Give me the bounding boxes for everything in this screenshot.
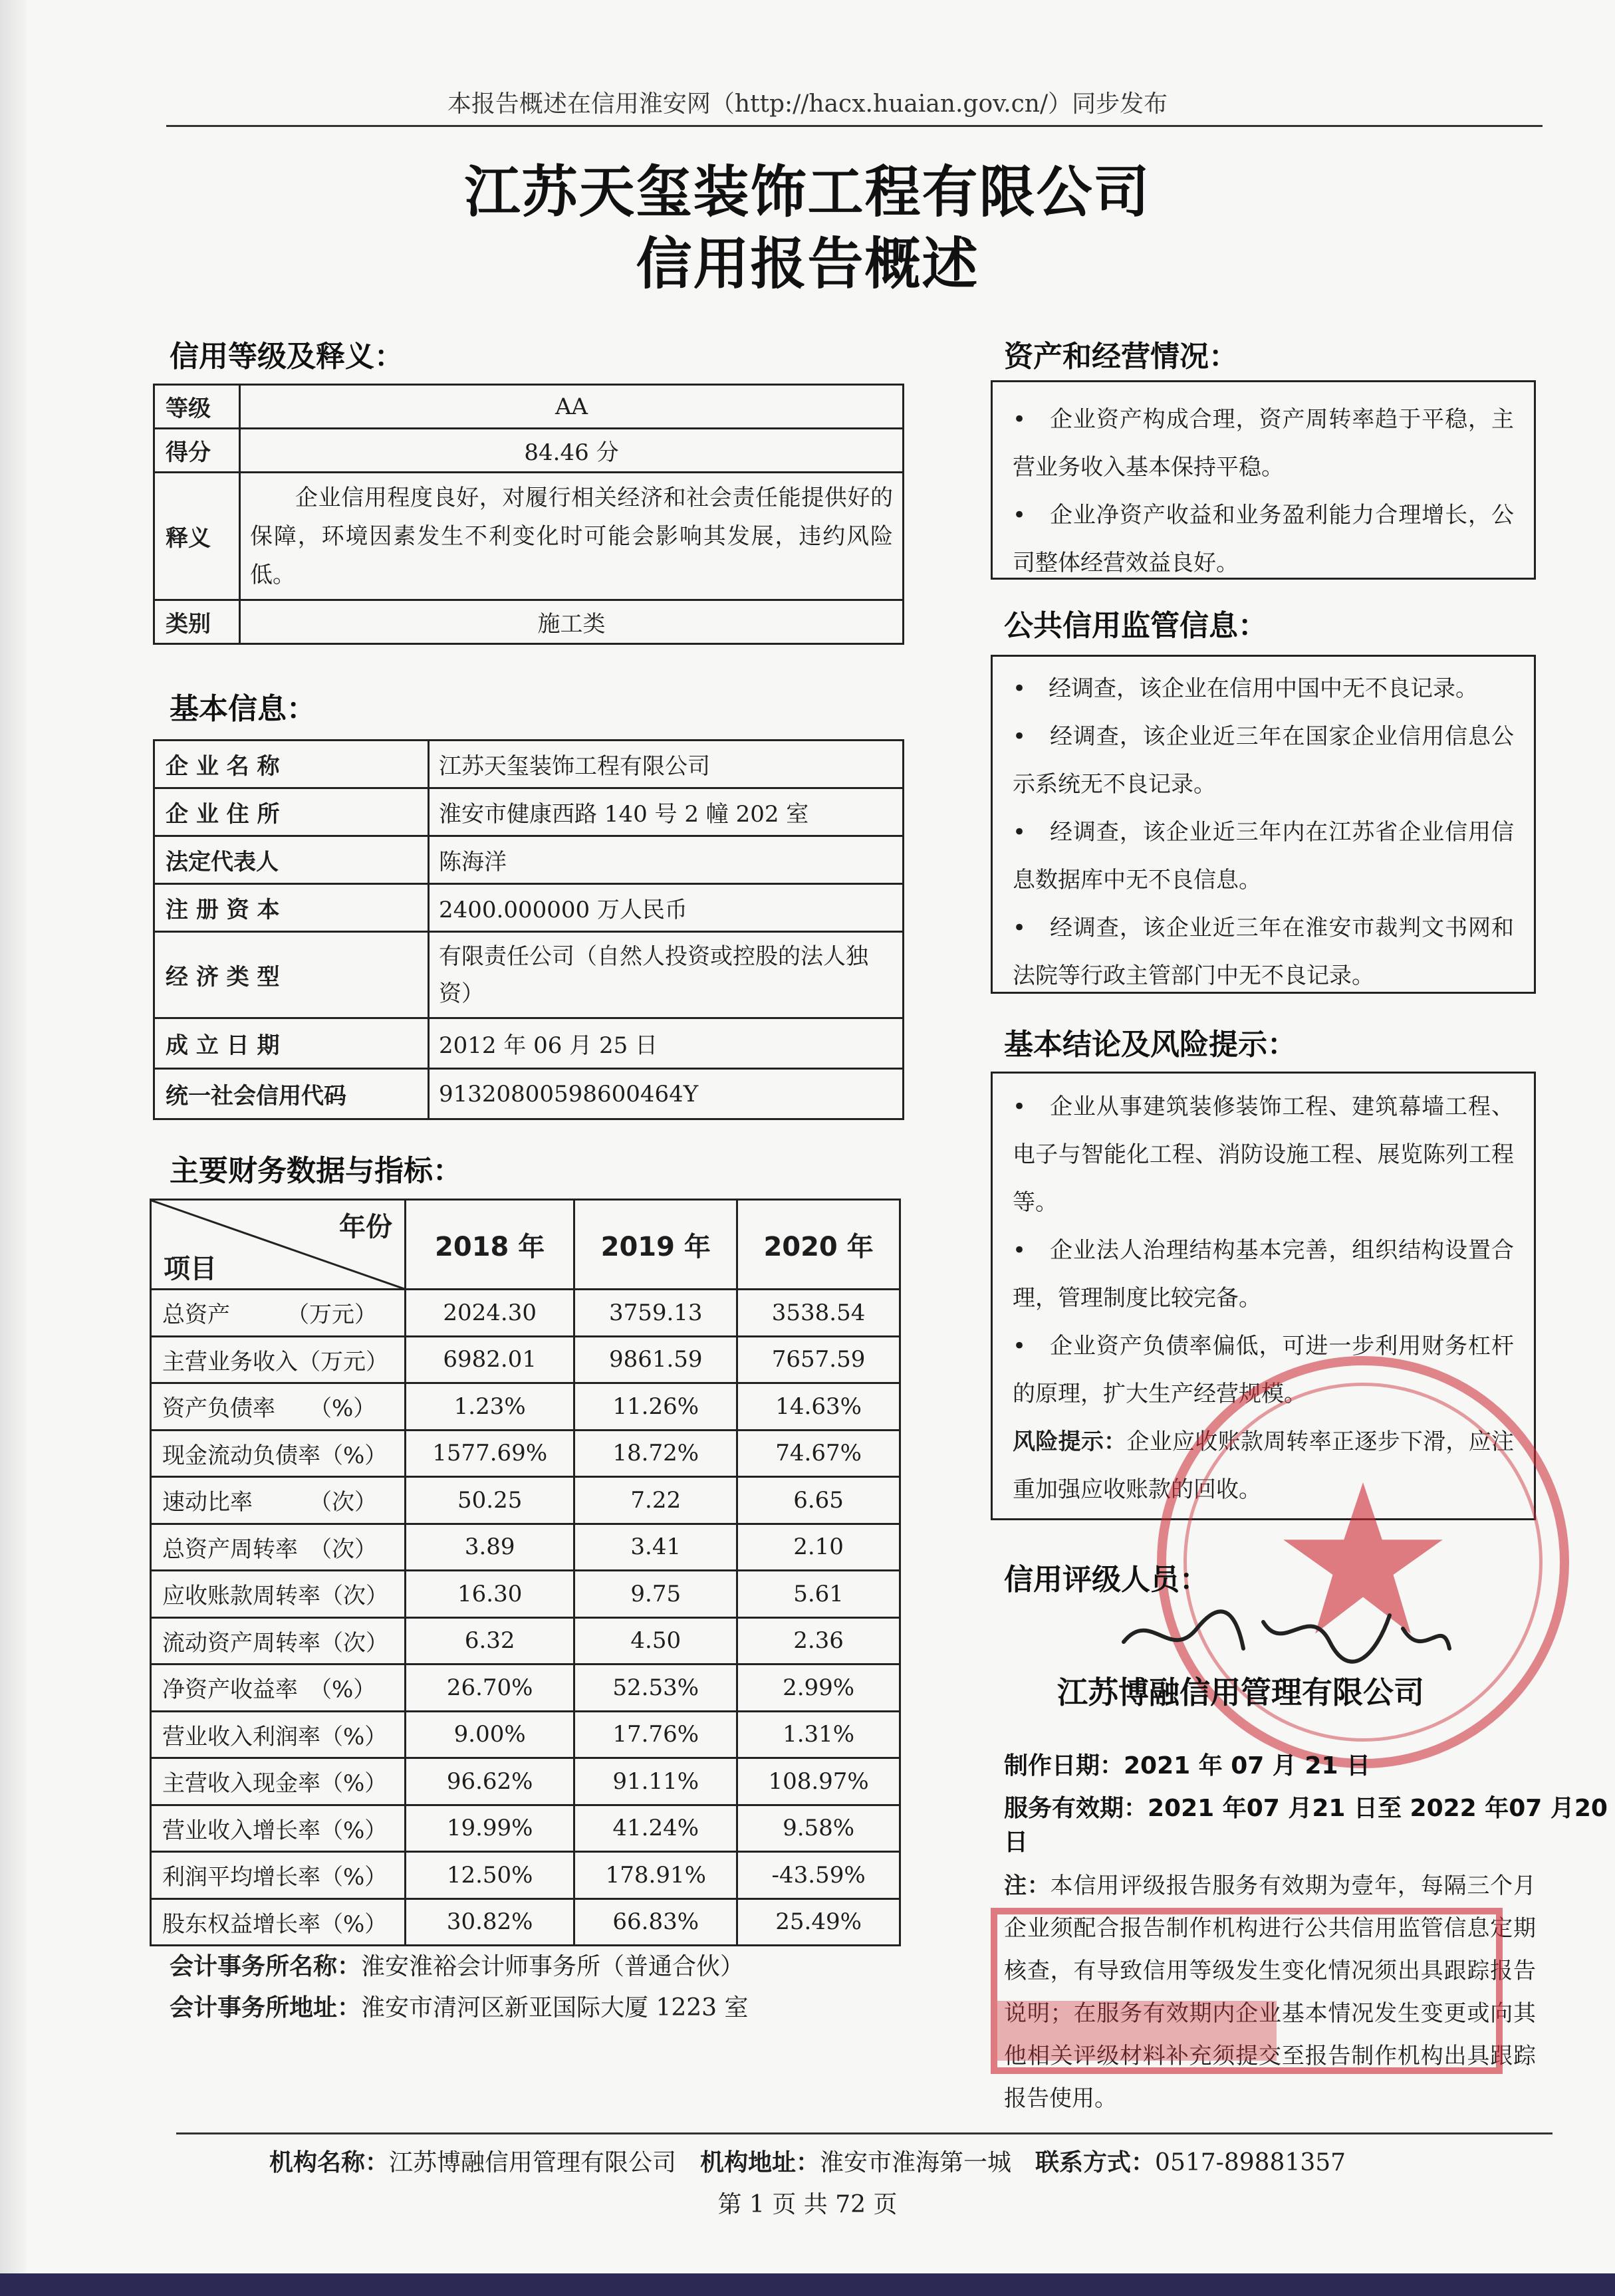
publish-note: 本报告概述在信用淮安网（http://hacx.huaian.gov.cn/）同步发布 — [447, 90, 1168, 118]
year-header: 2018 年 — [406, 1200, 574, 1290]
finance-value: 3759.13 — [574, 1290, 737, 1337]
basic-value: 江苏天玺装饰工程有限公司 — [429, 741, 904, 788]
finance-value: 14.63% — [737, 1383, 900, 1431]
public-credit-item: • 经调查，该企业近三年在淮安市裁判文书网和法院等行政主管部门中无不良记录。 — [1013, 915, 1515, 989]
note-label: 注： — [1004, 1873, 1051, 1899]
finance-value: 74.67% — [737, 1430, 900, 1477]
basic-row — [154, 788, 904, 836]
header-rule — [166, 125, 1543, 127]
finance-value: 9.58% — [737, 1805, 900, 1852]
finance-row — [151, 1430, 900, 1477]
accounting-firm-label: 会计事务所名称： — [170, 1953, 362, 1980]
finance-value: 2.99% — [737, 1665, 900, 1712]
handwritten-signature — [1110, 1589, 1456, 1682]
finance-value: 50.25 — [406, 1477, 574, 1524]
rating-staff-label: 信用评级人员： — [1004, 1563, 1209, 1597]
rating-label: 得分 — [154, 429, 240, 473]
public-credit-item: • 经调查，该企业近三年内在江苏省企业信用信息数据库中无不良信息。 — [1013, 819, 1515, 893]
finance-value: 17.76% — [574, 1711, 737, 1758]
finance-value: 25.49% — [737, 1898, 900, 1946]
basic-label: 经 济 类 型 — [154, 932, 429, 1018]
finance-value: 7.22 — [574, 1477, 737, 1524]
finance-row — [151, 1617, 900, 1665]
basic-heading: 基本信息： — [170, 692, 316, 726]
risk-text: 企业应收账款周转率正逐步下滑，应注重加强应收账款的回收。 — [1013, 1429, 1515, 1503]
finance-heading: 主要财务数据与指标： — [170, 1154, 462, 1188]
finance-value: 6.32 — [406, 1617, 574, 1665]
basic-label: 企 业 名 称 — [154, 741, 429, 788]
finance-value: 11.26% — [574, 1383, 737, 1431]
finance-value: 4.50 — [574, 1617, 737, 1665]
finance-value: 16.30 — [406, 1571, 574, 1618]
assets-heading: 资产和经营情况： — [1004, 340, 1238, 374]
finance-value: -43.59% — [737, 1852, 900, 1899]
finance-row — [151, 1477, 900, 1524]
basic-label: 成 立 日 期 — [154, 1018, 429, 1069]
finance-row — [151, 1524, 900, 1571]
finance-header-row — [151, 1200, 900, 1290]
finance-item-name: 营业收入增长率（%） — [151, 1805, 406, 1852]
basic-value: 2400.000000 万人民币 — [429, 884, 904, 932]
basic-label: 统一社会信用代码 — [154, 1069, 429, 1119]
finance-row — [151, 1711, 900, 1758]
footer-addr-value: 淮安市淮海第一城 — [820, 2149, 1012, 2176]
year-header: 2019 年 — [574, 1200, 737, 1290]
finance-value: 3.89 — [406, 1524, 574, 1571]
finance-row — [151, 1383, 900, 1431]
finance-value: 41.24% — [574, 1805, 737, 1852]
finance-value: 1577.69% — [406, 1430, 574, 1477]
rating-company: 江苏博融信用管理有限公司 — [1057, 1674, 1424, 1710]
accounting-address — [170, 1989, 749, 2023]
rating-row-meaning — [154, 473, 904, 600]
finance-value: 9861.59 — [574, 1336, 737, 1383]
finance-row — [151, 1571, 900, 1618]
basic-row — [154, 836, 904, 884]
finance-value: 9.00% — [406, 1711, 574, 1758]
finance-value: 2.36 — [737, 1617, 900, 1665]
company-title: 江苏天玺装饰工程有限公司 — [464, 160, 1151, 225]
rating-table — [153, 384, 904, 645]
finance-item-name: 总资产周转率 （次） — [151, 1524, 406, 1571]
footer-info — [0, 2144, 1615, 2178]
risk-label: 风险提示： — [1013, 1429, 1127, 1455]
finance-item-name: 资产负债率 （%） — [151, 1383, 406, 1431]
page-number: 第 1 页 共 72 页 — [717, 2191, 898, 2218]
rating-label: 类别 — [154, 600, 240, 644]
finance-value: 18.72% — [574, 1430, 737, 1477]
rating-row-score — [154, 429, 904, 473]
finance-row — [151, 1665, 900, 1712]
finance-value: 9.75 — [574, 1571, 737, 1618]
finance-item-name: 主营业务收入（万元） — [151, 1336, 406, 1383]
basic-row — [154, 1069, 904, 1119]
basic-info-table — [153, 739, 904, 1120]
footer-addr-label: 机构地址： — [699, 2149, 820, 2176]
footer-org-value: 江苏博融信用管理有限公司 — [388, 2149, 676, 2176]
basic-label: 法定代表人 — [154, 836, 429, 884]
finance-item-name: 主营收入现金率（%） — [151, 1758, 406, 1805]
footer-contact-value: 0517-89881357 — [1155, 2149, 1346, 2176]
assets-item: • 企业资产构成合理，资产周转率趋于平稳，主营业务收入基本保持平稳。 — [1013, 406, 1515, 481]
finance-value: 178.91% — [574, 1852, 737, 1899]
basic-value: 淮安市健康西路 140 号 2 幢 202 室 — [429, 788, 904, 836]
scan-edge — [0, 2273, 1615, 2296]
finance-value: 2.10 — [737, 1524, 900, 1571]
rating-value: 施工类 — [240, 600, 904, 644]
conclusion-item: • 企业从事建筑装修装饰工程、建筑幕墙工程、电子与智能化工程、消防设施工程、展览陈列工程等。 — [1013, 1093, 1515, 1216]
finance-row — [151, 1805, 900, 1852]
assets-box — [991, 380, 1536, 580]
rating-label: 等级 — [154, 385, 240, 429]
finance-value: 5.61 — [737, 1571, 900, 1618]
finance-value: 26.70% — [406, 1665, 574, 1712]
basic-row — [154, 932, 904, 1018]
finance-value: 19.99% — [406, 1805, 574, 1852]
report-title: 信用报告概述 — [636, 231, 979, 296]
conclusion-item: • 企业资产负债率偏低，可进一步利用财务杠杆的原理，扩大生产经营规模。 — [1013, 1333, 1515, 1407]
footer-rule — [176, 2132, 1553, 2134]
rating-heading: 信用等级及释义： — [170, 340, 404, 374]
finance-row — [151, 1336, 900, 1383]
assets-item: • 企业净资产收益和业务盈利能力合理增长，公司整体经营效益良好。 — [1013, 502, 1515, 576]
basic-row — [154, 741, 904, 788]
basic-value: 陈海洋 — [429, 836, 904, 884]
basic-value: 91320800598600464Y — [429, 1069, 904, 1119]
basic-label: 注 册 资 本 — [154, 884, 429, 932]
finance-value: 3538.54 — [737, 1290, 900, 1337]
rating-row-grade — [154, 385, 904, 429]
finance-value: 30.82% — [406, 1898, 574, 1946]
finance-row — [151, 1758, 900, 1805]
finance-row — [151, 1290, 900, 1337]
basic-value: 2012 年 06 月 25 日 — [429, 1018, 904, 1069]
rating-value: AA — [240, 385, 904, 429]
rating-value: 企业信用程度良好，对履行相关经济和社会责任能提供好的保障，环境因素发生不利变化时可能会影响其发展，违约风险低。 — [240, 473, 904, 600]
basic-row — [154, 884, 904, 932]
finance-item-name: 速动比率 （次） — [151, 1477, 406, 1524]
finance-item-name: 应收账款周转率（次） — [151, 1571, 406, 1618]
accounting-addr-value: 淮安市清河区新亚国际大厦 1223 室 — [361, 1994, 749, 2021]
finance-value: 66.83% — [574, 1898, 737, 1946]
year-header: 2020 年 — [737, 1200, 900, 1290]
conclusion-item: • 企业法人治理结构基本完善，组织结构设置合理，管理制度比较完备。 — [1013, 1237, 1515, 1312]
accounting-firm-value: 淮安淮裕会计师事务所（普通合伙） — [361, 1953, 745, 1980]
finance-value: 2024.30 — [406, 1290, 574, 1337]
basic-row — [154, 1018, 904, 1069]
finance-value: 91.11% — [574, 1758, 737, 1805]
footer-contact-label: 联系方式： — [1035, 2149, 1156, 2176]
basic-label: 企 业 住 所 — [154, 788, 429, 836]
public-credit-item: • 经调查，该企业在信用中国中无不良记录。 — [1013, 675, 1479, 702]
corner-item-label: 项目 — [164, 1254, 217, 1284]
public-credit-heading: 公共信用监管信息： — [1004, 609, 1267, 643]
footer-org-label: 机构名称： — [269, 2149, 389, 2176]
finance-row — [151, 1898, 900, 1946]
finance-item-name: 现金流动负债率（%） — [151, 1430, 406, 1477]
finance-item-name: 营业收入利润率（%） — [151, 1711, 406, 1758]
valid-period: 服务有效期：2021 年07 月21 日至 2022 年07 月20 日 — [1004, 1795, 1608, 1856]
note-text: 本信用评级报告服务有效期为壹年，每隔三个月企业须配合报告制作机构进行公共信用监管信息定期核查，有导致信用等级发生变化情况须出具跟踪报告说明；在服务有效期内企业基本情况发生变更或向其他相关评级材料补充须提交至报告制作机构出具跟踪报告使用。 — [1004, 1873, 1537, 2112]
conclusion-heading: 基本结论及风险提示： — [1004, 1028, 1297, 1062]
finance-value: 1.23% — [406, 1383, 574, 1431]
finance-value: 52.53% — [574, 1665, 737, 1712]
public-credit-item: • 经调查，该企业近三年在国家企业信用信息公示系统无不良记录。 — [1013, 723, 1515, 798]
finance-item-name: 股东权益增长率（%） — [151, 1898, 406, 1946]
rating-label: 释义 — [154, 473, 240, 600]
accounting-firm — [170, 1948, 744, 1982]
finance-value: 108.97% — [737, 1758, 900, 1805]
finance-item-name: 净资产收益率 （%） — [151, 1665, 406, 1712]
finance-row — [151, 1852, 900, 1899]
binding-shadow — [0, 0, 27, 2296]
finance-value: 6982.01 — [406, 1336, 574, 1383]
finance-value: 96.62% — [406, 1758, 574, 1805]
basic-value: 有限责任公司（自然人投资或控股的法人独资） — [429, 932, 904, 1018]
finance-item-name: 利润平均增长率（%） — [151, 1852, 406, 1899]
finance-item-name: 总资产 （万元） — [151, 1290, 406, 1337]
rating-value: 84.46 分 — [240, 429, 904, 473]
accounting-addr-label: 会计事务所地址： — [170, 1994, 362, 2021]
corner-year-label: 年份 — [339, 1212, 392, 1242]
finance-value: 3.41 — [574, 1524, 737, 1571]
filing-stamp-band — [997, 2001, 1277, 2061]
finance-value: 7657.59 — [737, 1336, 900, 1383]
finance-body — [151, 1290, 900, 1946]
finance-value: 6.65 — [737, 1477, 900, 1524]
finance-item-name: 流动资产周转率（次） — [151, 1617, 406, 1665]
public-credit-box — [991, 655, 1536, 994]
made-date: 制作日期：2021 年 07 月 21 日 — [1004, 1752, 1371, 1779]
finance-value: 12.50% — [406, 1852, 574, 1899]
finance-corner-cell — [151, 1200, 406, 1290]
rating-row-category — [154, 600, 904, 644]
finance-table — [150, 1199, 901, 1946]
finance-value: 1.31% — [737, 1711, 900, 1758]
